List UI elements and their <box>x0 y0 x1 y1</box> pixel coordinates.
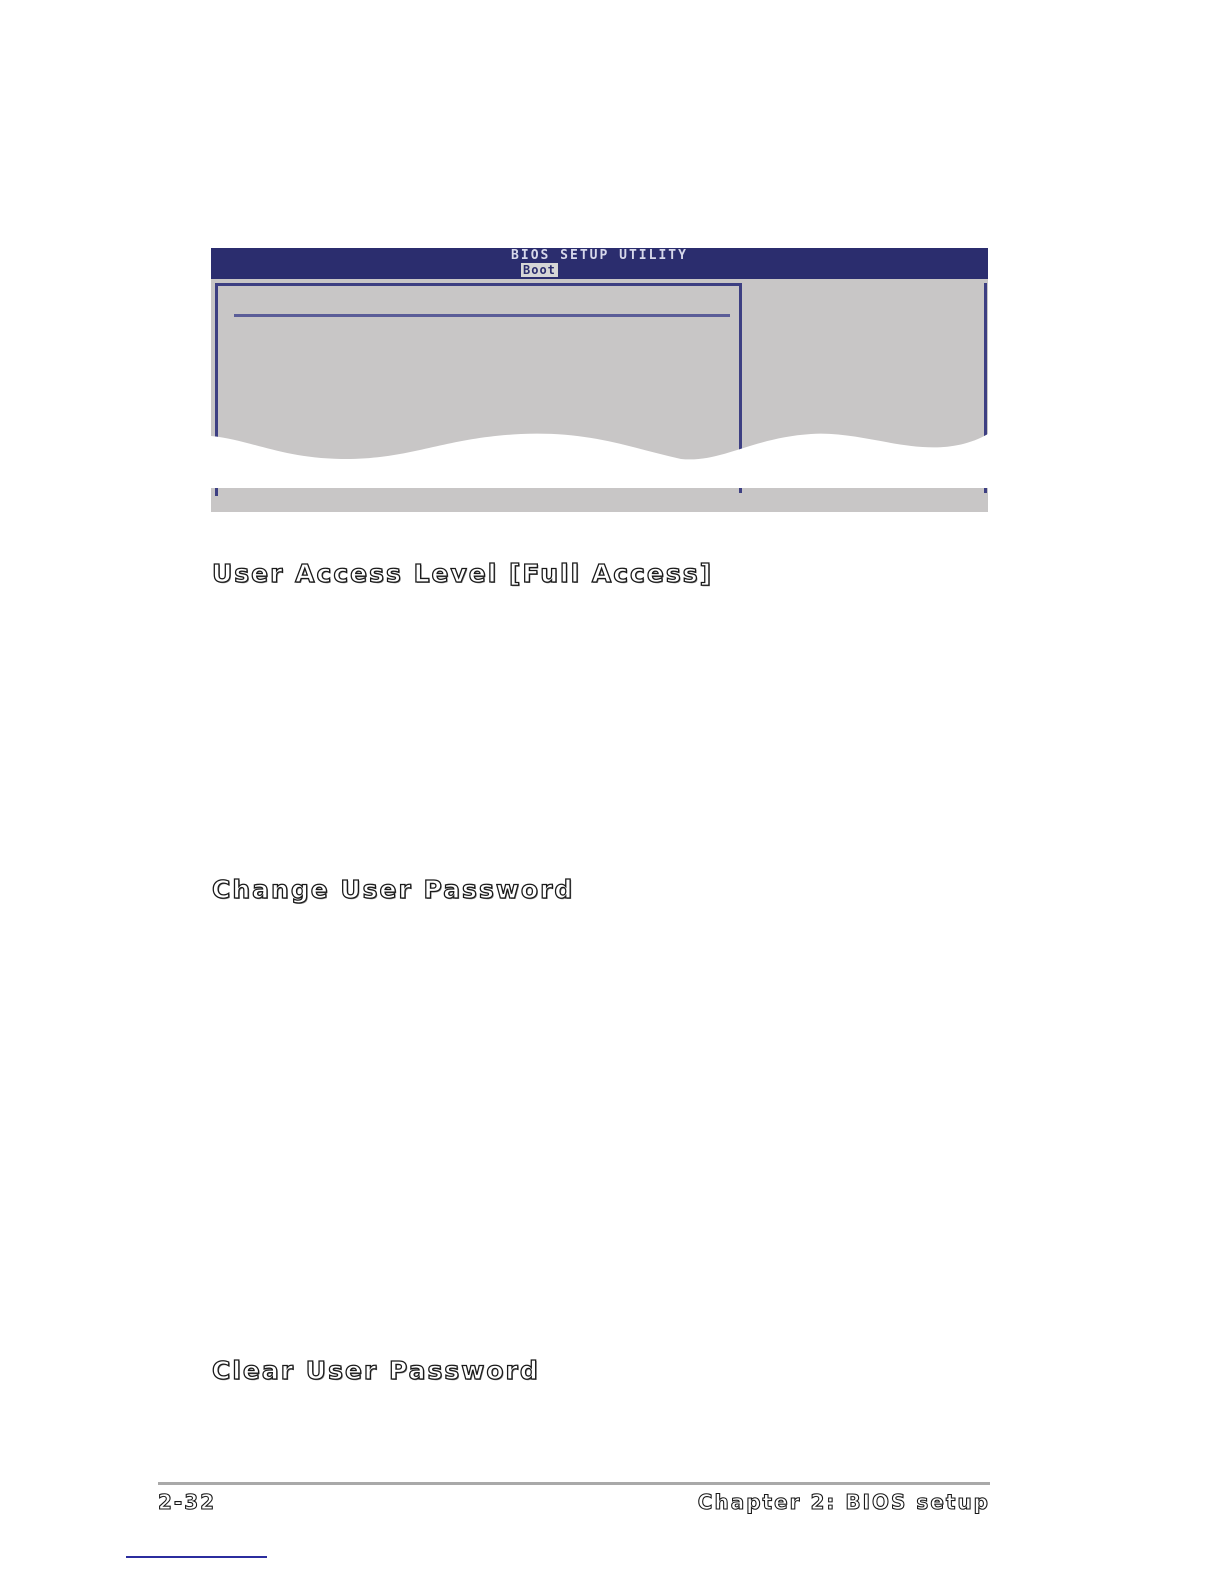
section-heading-clear-user-password: Clear User Password <box>212 1356 540 1385</box>
page-number: 2-32 <box>158 1490 217 1514</box>
section-heading-user-access-level: User Access Level [Full Access] <box>212 559 714 588</box>
tab-boot[interactable]: Boot <box>523 263 556 277</box>
bios-title: BIOS SETUP UTILITY <box>511 248 688 263</box>
footer-rule <box>158 1482 990 1485</box>
torn-edge <box>211 428 988 488</box>
bios-screenshot <box>211 248 988 512</box>
corner-link-underline[interactable] <box>126 1556 267 1558</box>
chapter-title: Chapter 2: BIOS setup <box>697 1490 990 1514</box>
bios-header-bar <box>211 248 988 279</box>
bios-panel-rule <box>234 314 730 317</box>
section-heading-change-user-password: Change User Password <box>212 875 575 904</box>
